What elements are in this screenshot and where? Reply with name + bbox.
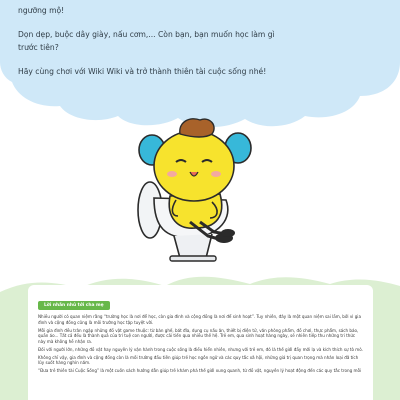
wiki-mascot-illustration xyxy=(108,110,268,270)
story-line: trước tiên? xyxy=(18,43,59,52)
mascot-hair xyxy=(180,119,214,137)
note-paragraph: Mỗi gia đình đều trân ngập những đồ vật game thuộc: từ bàn ghế, bát đĩa, dụng cụ nấu ăn, thiết bị điện tử, văn phòng phẩm, đồ chơi, thực phẩm, sách báo, quần áo... Tất cả đều là thành quả của trí tuệ con người, được cải tiến qua nhiều thế hệ. Trẻ em, qua sinh hoạt hàng ngày, sẽ nhiên tiếp thu những tri thức này mà không hề nhận ra. xyxy=(38,327,359,344)
parents-note xyxy=(28,285,373,400)
note-tag: Lời nhắn nhủ tới cha mẹ xyxy=(38,301,110,310)
story-line: ngưỡng mộ! xyxy=(18,6,65,15)
mascot-head xyxy=(154,131,234,201)
story-line: Hãy cùng chơi với Wiki Wiki và trở thành thiên tài cuộc sống nhé! xyxy=(18,66,267,76)
note-paragraph: Đối với người lớn, những đồ vật hay nguyên lý vận hành trong cuộc sống là điều hiển nhiên, nhưng với trẻ em, đó là thế giới đầy mới lạ và kích thích sự tò mò. xyxy=(38,346,363,352)
note-paragraph: Không chỉ vậy, gia đình và cộng đồng còn là môi trường đầu tiên giúp trẻ học ngôn ngữ và các quy tắc xã hội, những giá trị quan trọng mà nhân loại đã tích lũy suốt hàng nghìn năm. xyxy=(38,354,359,366)
note-paragraph: Nhiều người có quan niệm rằng “trường học là nơi để học, còn gia đình và cộng đồng là nơi để sinh hoạt”. Tuy nhiên, đây là một quan niệm sai lầm, bởi vì gia đình và cộng đồng cũng là môi trường học tập tuyệt vời. xyxy=(38,314,361,325)
story-text xyxy=(18,0,388,77)
note-paragraph: “Đưa trẻ thiên tài Cuộc Sống” là một cuốn sách hướng dẫn giúp trẻ khám phá thế giới xung quanh, từ đồ vật, nguyên lý hoạt động đến các quy tắc trong mỗi xyxy=(38,368,362,374)
story-line: Dọn dẹp, buộc dây giày, nấu cơm,... Còn bạn, bạn muốn học làm gì xyxy=(18,29,275,39)
